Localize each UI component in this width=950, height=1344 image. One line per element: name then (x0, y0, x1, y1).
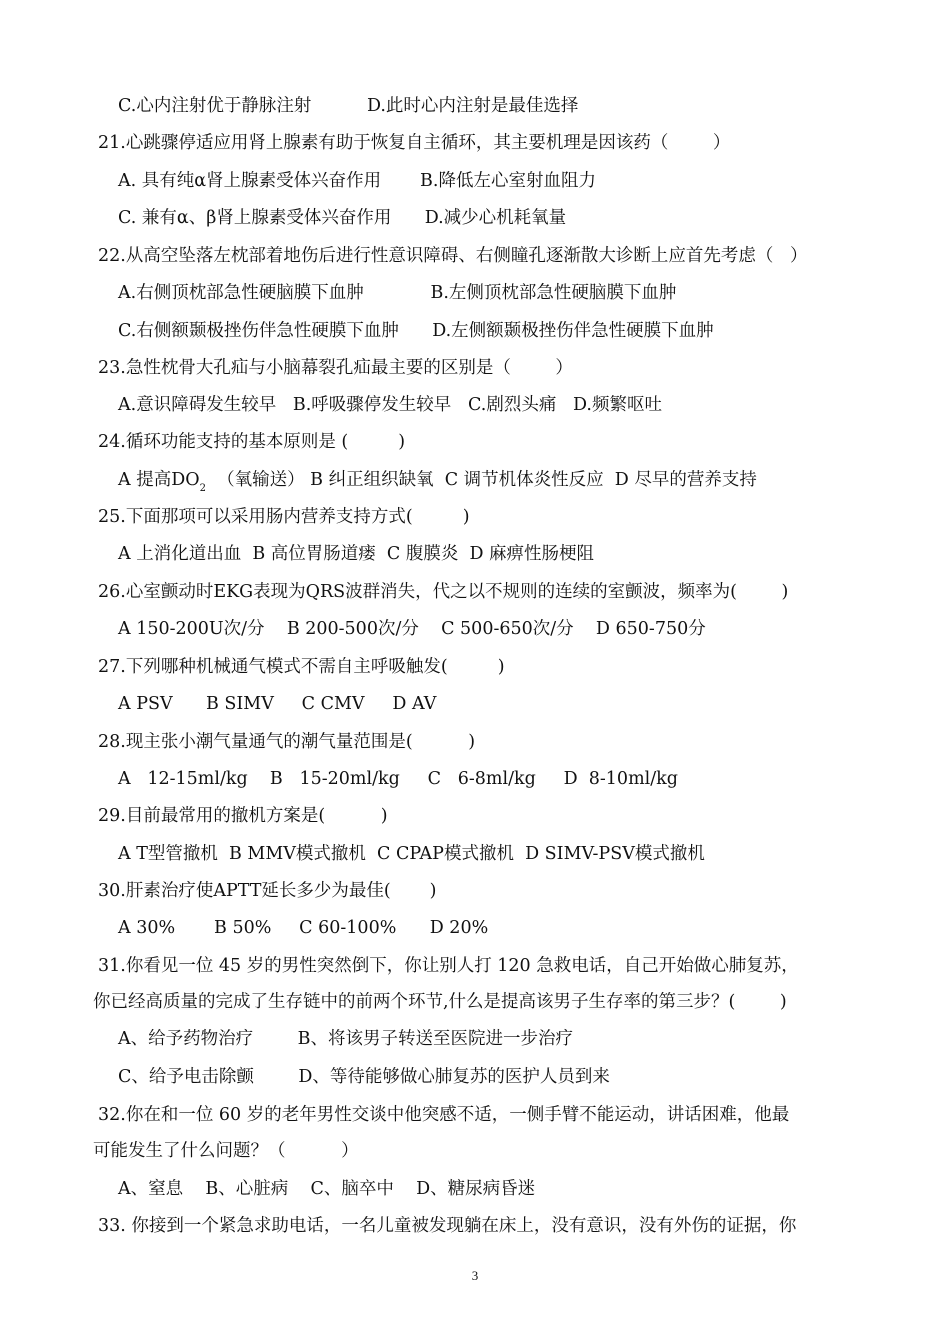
options-line: C、给予电击除颤 D、等待能够做心肺复苏的医护人员到来 (118, 1067, 610, 1087)
options-line: A.右侧顶枕部急性硬脑膜下血肿 B.左侧顶枕部急性硬脑膜下血肿 (118, 283, 677, 303)
question-line: 32.你在和一位 60 岁的老年男性交谈中他突感不适，一侧手臂不能运动，讲话困难，他最 (98, 1105, 790, 1125)
options-line: A、窒息 B、心脏病 C、脑卒中 D、糖尿病昏迷 (118, 1179, 536, 1199)
page-number: 3 (471, 1268, 479, 1283)
options-line: A 12-15ml/kg B 15-20ml/kg C 6-8ml/kg D 8-10ml/kg (118, 769, 678, 789)
question-line: 31.你看见一位 45 岁的男性突然倒下，你让别人打 120 急救电话，自己开始做心肺复苏， (98, 956, 799, 976)
options-line: C.右侧额颞极挫伤伴急性硬膜下血肿 D.左侧额颞极挫伤伴急性硬膜下血肿 (118, 321, 714, 341)
question-line: 28.现主张小潮气量通气的潮气量范围是( ) (98, 732, 476, 752)
options-line: A PSV B SIMV C CMV D AV (118, 694, 437, 714)
options-line: A 30% B 50% C 60-100% D 20% (118, 918, 489, 938)
options-line: A. 具有纯α肾上腺素受体兴奋作用 B.降低左心室射血阻力 (118, 171, 596, 191)
question-line: 22.从高空坠落左枕部着地伤后进行性意识障碍、右侧瞳孔逐渐散大诊断上应首先考虑（ ） (98, 246, 808, 266)
question-line: 23.急性枕骨大孔疝与小脑幕裂孔疝最主要的区别是（ ） (98, 358, 573, 378)
subscript: 2 (199, 483, 206, 494)
options-line: A 上消化道出血 B 高位胃肠道瘘 C 腹膜炎 D 麻痹性肠梗阻 (118, 544, 595, 564)
options-line: A 150-200U次/分 B 200-500次/分 C 500-650次/分 D 650-750分 (118, 619, 706, 639)
options-line: C.心内注射优于静脉注射 D.此时心内注射是最佳选择 (118, 96, 579, 116)
question-line: 24.循环功能支持的基本原则是 ( ) (98, 432, 406, 452)
question-line: 27.下列哪种机械通气模式不需自主呼吸触发( ) (98, 657, 505, 677)
question-continuation: 你已经高质量的完成了生存链中的前两个环节,什么是提高该男子生存率的第三步？( ) (93, 992, 787, 1012)
options-line: C. 兼有α、β肾上腺素受体兴奋作用 D.减少心机耗氧量 (118, 208, 567, 228)
options-line: A.意识障碍发生较早 B.呼吸骤停发生较早 C.剧烈头痛 D.频繁呕吐 (118, 395, 662, 415)
options-line: A 提高$DO_2$ （氧输送） B 纠正组织缺氧 C 调节机体炎性反应 D 尽早的营养支持 (118, 470, 757, 494)
question-line: 26.心室颤动时EKG表现为QRS波群消失，代之以不规则的连续的室颤波，频率为( ) (98, 582, 789, 602)
question-line: 29.目前最常用的撤机方案是( ) (98, 806, 388, 826)
options-line: A、给予药物治疗 B、将该男子转送至医院进一步治疗 (118, 1029, 573, 1049)
question-line: 30.肝素治疗使APTT延长多少为最佳( ) (98, 881, 437, 901)
options-line: A T型管撤机 B MMV模式撤机 C CPAP模式撤机 D SIMV-PSV模式撤机 (118, 844, 705, 864)
question-line: 25.下面那项可以采用肠内营养支持方式( ) (98, 507, 470, 527)
question-continuation: 可能发生了什么问题？（ ） (93, 1141, 359, 1161)
question-line: 21.心跳骤停适应用肾上腺素有助于恢复自主循环，其主要机理是因该药（ ） (98, 133, 731, 153)
question-line: 33. 你接到一个紧急求助电话，一名儿童被发现躺在床上，没有意识，没有外伤的证据，你 (98, 1216, 797, 1236)
